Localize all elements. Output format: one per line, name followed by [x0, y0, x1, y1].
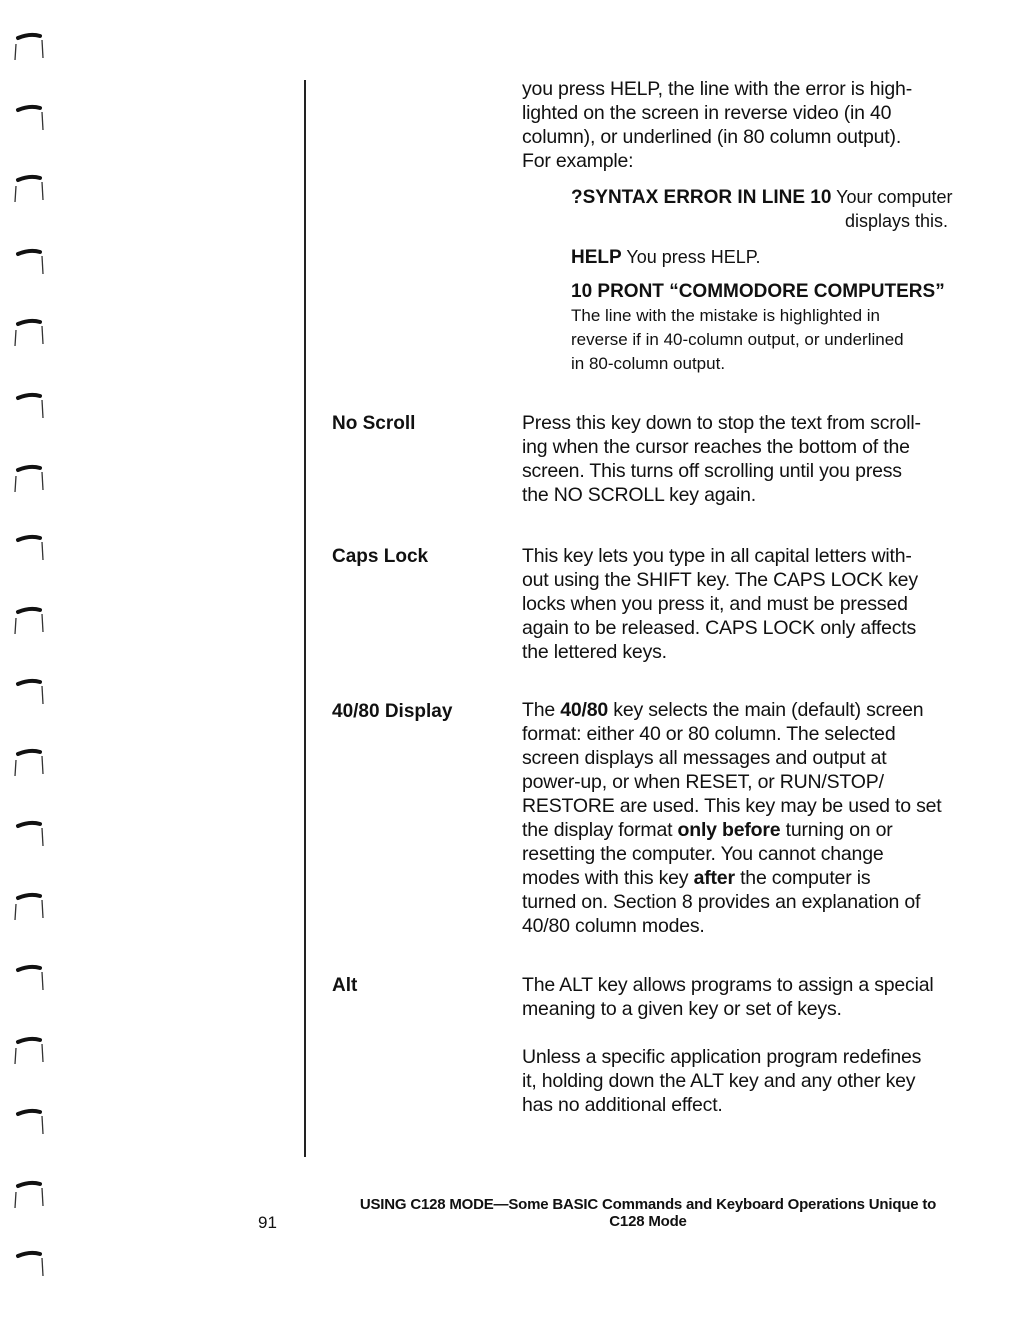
desc-line: turned on. Section 8 provides an explanation of — [522, 891, 921, 913]
example-code-line: 10 PRONT “COMMODORE COMPUTERS” — [571, 281, 945, 302]
desc-line: Unless a specific application program redefines — [522, 1046, 922, 1068]
example-help-key: HELP — [571, 247, 622, 268]
desc-caps-lock — [522, 544, 982, 664]
intro-paragraph — [522, 77, 982, 173]
desc-line: out using the SHIFT key. The CAPS LOCK key — [522, 569, 918, 591]
binder-holes — [0, 0, 70, 1328]
footer-line: USING C128 MODE—Some BASIC Commands and Keyboard Operations Unique to — [359, 1196, 937, 1213]
desc-line: it, holding down the ALT key and any other key — [522, 1070, 916, 1092]
example-line-2 — [571, 245, 760, 270]
desc-line: screen displays all messages and output at — [522, 747, 887, 769]
intro-line: column), or underlined (in 80 column output). — [522, 126, 902, 148]
desc-line: 40/80 column modes. — [522, 915, 705, 937]
desc-line: ing when the cursor reaches the bottom of the — [522, 436, 910, 458]
example-error-code: ?SYNTAX ERROR IN LINE 10 — [571, 187, 832, 208]
desc-line: meaning to a given key or set of keys. — [522, 998, 842, 1020]
term-no-scroll: No Scroll — [332, 413, 416, 434]
desc-line: locks when you press it, and must be pressed — [522, 593, 908, 615]
desc-line: Press this key down to stop the text from scroll- — [522, 412, 921, 434]
desc-no-scroll — [522, 411, 982, 507]
desc-line: power-up, or when RESET, or RUN/STOP/ — [522, 771, 884, 793]
intro-line: you press HELP, the line with the error is high- — [522, 78, 912, 100]
running-footer — [328, 1196, 968, 1230]
column-divider — [304, 80, 306, 1157]
example-line-1 — [571, 185, 981, 210]
example-note-line: in 80-column output. — [571, 354, 726, 373]
desc-line: the NO SCROLL key again. — [522, 484, 757, 506]
desc-line: resetting the computer. You cannot change — [522, 843, 884, 865]
example-line-3 — [571, 280, 945, 376]
desc-line: the lettered keys. — [522, 641, 667, 663]
desc-alt-p1 — [522, 973, 982, 1021]
desc-line: The ALT key allows programs to assign a special — [522, 974, 934, 996]
desc-line: the display format only before turning on or — [522, 819, 893, 841]
example-note-line: The line with the mistake is highlighted in — [571, 306, 880, 325]
desc-line: The 40/80 key selects the main (default) screen — [522, 699, 924, 721]
desc-line: screen. This turns off scrolling until you press — [522, 460, 902, 482]
example-error-note: Your computer — [836, 187, 953, 207]
page-number: 91 — [258, 1213, 277, 1232]
desc-40-80-display — [522, 698, 982, 938]
footer-line: C128 Mode — [609, 1213, 687, 1230]
desc-alt-p2 — [522, 1045, 982, 1117]
desc-line: format: either 40 or 80 column. The selected — [522, 723, 896, 745]
desc-line: RESTORE are used. This key may be used to set — [522, 795, 942, 817]
desc-line: again to be released. CAPS LOCK only affects — [522, 617, 917, 639]
desc-line: has no additional effect. — [522, 1094, 723, 1116]
intro-line: For example: — [522, 150, 634, 172]
desc-line: modes with this key after the computer is — [522, 867, 871, 889]
term-alt: Alt — [332, 975, 358, 996]
example-line-1-cont: displays this. — [845, 211, 949, 231]
term-40-80-display: 40/80 Display — [332, 701, 453, 722]
intro-line: lighted on the screen in reverse video (in 40 — [522, 102, 892, 124]
term-caps-lock: Caps Lock — [332, 546, 429, 567]
example-help-note: You press HELP. — [626, 247, 761, 267]
example-note-line: reverse if in 40-column output, or underlined — [571, 330, 904, 349]
desc-line: This key lets you type in all capital letters with- — [522, 545, 912, 567]
